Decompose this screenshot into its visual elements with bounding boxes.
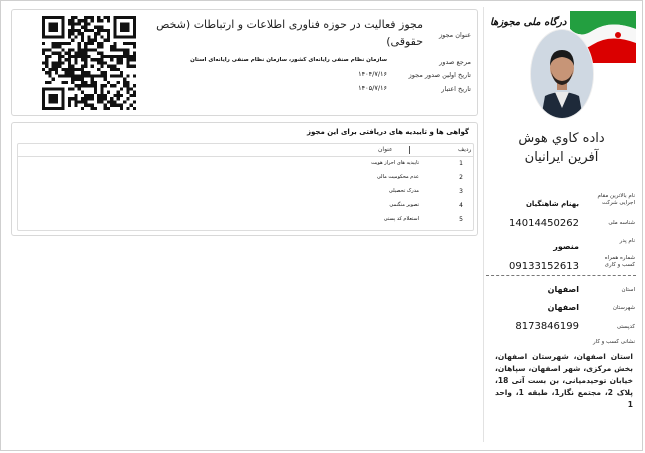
column-title-header: عنوان [378,146,393,153]
row-index: 2 [459,174,463,181]
row-index: 4 [459,202,463,209]
mobile-value: 09133152613 [509,261,579,272]
row-title: مدرک تحصیلی [388,188,419,194]
national-id-label: شناسه ملی [608,220,635,226]
row-title: عدم محکومیت مالی [376,174,419,180]
column-index-header: ردیف [458,146,472,153]
row-title: تصویر منگنمی [389,202,419,208]
postal-code-field [484,321,639,337]
province-label: استان [621,287,635,293]
father-name-field [484,238,639,254]
table-row [18,185,473,199]
postal-code-label: کدپستی [616,324,635,330]
table-row [18,199,473,213]
city-field [484,303,639,319]
table-row [18,171,473,185]
table-row [18,213,473,227]
brand-logo: درگاه ملی مجوزها [490,17,567,28]
province-field [484,285,639,301]
avatar [530,29,594,119]
profile-panel [483,7,639,442]
certificates-title: گواهی ها و تاییدیه های دریافتی برای این مجوز [306,128,469,136]
first-issue-label: تاریخ اولین صدور مجوز [408,71,471,79]
valid-until-value: ۱۴۰۵/۷/۱۶ [358,84,387,92]
issuer-value: سازمان نظام صنفی رایانه‌ای کشور، سازمان نظام صنفی رایانه‌ای استان [190,57,387,63]
table-row [18,157,473,171]
mobile-label: شماره همراه کسب و کاری [604,255,635,268]
row-index: 3 [459,188,463,195]
valid-until-label: تاریخ اعتبار [441,85,471,93]
city-label: شهرستان [612,305,635,311]
national-id-field [484,217,639,233]
certificates-card [11,122,478,236]
row-index: 1 [459,160,463,167]
national-id-value: 14014450262 [509,218,579,229]
license-title-label: عنوان مجوز [438,31,471,39]
divider [486,275,636,276]
father-name-value: منصور [553,242,579,251]
address-label: نشانی کسب و کار [592,339,635,345]
row-title: تاییدیه های احراز هویت [371,160,419,166]
province-value: اصفهان [547,285,579,294]
mobile-field [484,253,639,273]
father-name-label: نام پدر [619,238,635,244]
column-divider [409,146,410,154]
license-title: مجوز فعالیت در حوزه فناوری اطلاعات و ارتباطات (شخص حقوقی) [156,18,423,48]
postal-code-value: 8173846199 [515,321,579,332]
company-name-line1: داده کاوي هوش [518,131,605,146]
company-name-line2: آفرين ايرانيان [524,150,599,165]
city-value: اصفهان [547,303,579,312]
ceo-value: بهنام شاهنگيان [525,200,579,208]
qr-code [42,16,136,110]
license-card [11,9,478,116]
ceo-label: نام بالاترین مقام اجرایی شرکت [597,193,635,206]
row-title: استعلام کد پستی [383,216,419,222]
ceo-field [484,193,639,215]
first-issue-value: ۱۴۰۴/۷/۱۶ [358,70,387,78]
row-index: 5 [459,216,463,223]
issuer-label: مرجع صدور [439,58,471,66]
address-value: استان اصفهان، شهرستان اصفهان، بخش مرکزی، شهر اصفهان، سپاهان، خیابان توحیدمیانی، بن بست آتی 18، پلاک 2، مجتمع نگار1، طبقه 1، واحد 1 [495,352,633,409]
address-field [484,339,639,349]
table-header [18,144,473,157]
certificates-table [17,143,474,231]
